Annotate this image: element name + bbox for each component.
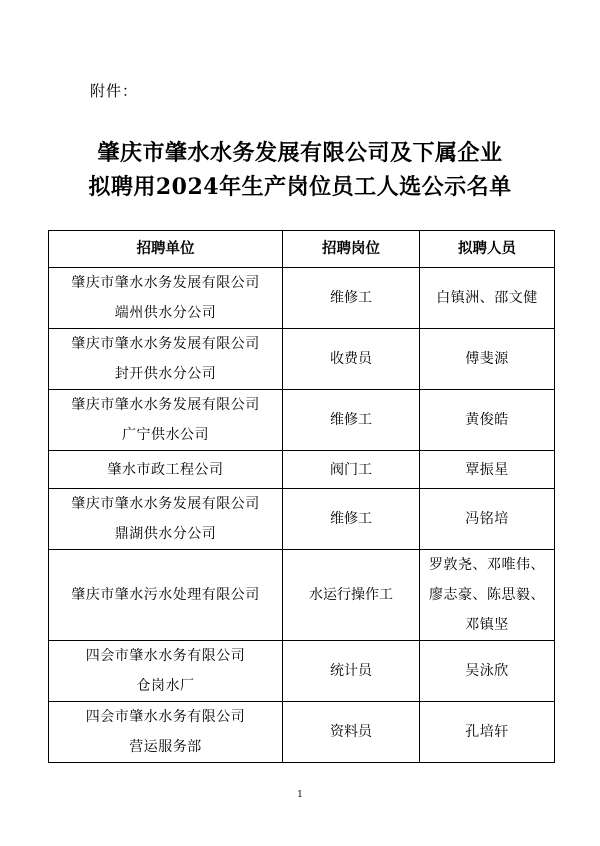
unit-line: 肇庆市肇水水务发展有限公司 bbox=[71, 275, 260, 291]
cell-position: 阀门工 bbox=[283, 451, 420, 489]
unit-line: 广宁供水公司 bbox=[122, 427, 209, 443]
unit-line: 肇庆市肇水污水处理有限公司 bbox=[71, 587, 260, 603]
person-line: 冯铭培 bbox=[465, 511, 509, 527]
unit-line: 营运服务部 bbox=[129, 739, 202, 755]
table-row bbox=[49, 702, 555, 763]
person-line: 孔培轩 bbox=[465, 724, 509, 740]
cell-persons bbox=[420, 329, 555, 390]
table-row bbox=[49, 268, 555, 329]
person-line: 廖志豪、陈思毅、 bbox=[429, 587, 545, 603]
cell-position: 资料员 bbox=[283, 702, 420, 763]
unit-line: 肇庆市肇水水务发展有限公司 bbox=[71, 496, 260, 512]
cell-position: 统计员 bbox=[283, 641, 420, 702]
table-row bbox=[49, 451, 555, 489]
table-header-row bbox=[49, 231, 555, 268]
cell-unit bbox=[49, 268, 283, 329]
cell-position: 收费员 bbox=[283, 329, 420, 390]
person-line: 覃振星 bbox=[465, 461, 509, 478]
cell-position: 维修工 bbox=[283, 489, 420, 550]
table-row bbox=[49, 641, 555, 702]
unit-line: 肇庆市肇水水务发展有限公司 bbox=[71, 397, 260, 413]
cell-unit bbox=[49, 550, 283, 641]
person-line: 傅斐源 bbox=[465, 351, 509, 367]
document-title-line-1: 肇庆市肇水水务发展有限公司及下属企业 bbox=[97, 140, 503, 166]
cell-unit bbox=[49, 702, 283, 763]
person-line: 吴泳欣 bbox=[465, 663, 509, 679]
table-row bbox=[49, 489, 555, 550]
header-recruiting-unit: 招聘单位 bbox=[49, 231, 283, 268]
unit-line: 肇水市政工程公司 bbox=[107, 461, 224, 478]
cell-persons bbox=[420, 550, 555, 641]
attachment-label: 附件： bbox=[90, 82, 139, 100]
table-row bbox=[49, 550, 555, 641]
unit-line: 仓岗水厂 bbox=[136, 678, 195, 694]
unit-line: 肇庆市肇水水务发展有限公司 bbox=[71, 336, 260, 352]
cell-persons bbox=[420, 489, 555, 550]
cell-position: 维修工 bbox=[283, 390, 420, 451]
cell-unit bbox=[49, 329, 283, 390]
cell-persons bbox=[420, 641, 555, 702]
cell-persons bbox=[420, 268, 555, 329]
cell-persons bbox=[420, 451, 555, 489]
header-recruiting-position: 招聘岗位 bbox=[283, 231, 420, 268]
header-proposed-hires: 拟聘人员 bbox=[420, 231, 555, 268]
table-row bbox=[49, 390, 555, 451]
cell-persons bbox=[420, 702, 555, 763]
cell-unit bbox=[49, 451, 283, 489]
person-line: 黄俊皓 bbox=[465, 412, 509, 428]
table-row bbox=[49, 329, 555, 390]
cell-position: 维修工 bbox=[283, 268, 420, 329]
cell-unit bbox=[49, 390, 283, 451]
unit-line: 端州供水分公司 bbox=[114, 305, 217, 321]
unit-line: 鼎湖供水分公司 bbox=[114, 526, 217, 542]
document-title-line-2: 拟聘用2024年生产岗位员工人选公示名单 bbox=[88, 174, 512, 200]
unit-line: 封开供水分公司 bbox=[114, 366, 217, 382]
candidate-table bbox=[48, 230, 555, 763]
person-line: 邓镇坚 bbox=[465, 617, 509, 633]
page-number: 1 bbox=[297, 790, 303, 800]
person-line: 罗敦尧、邓唯伟、 bbox=[429, 557, 545, 573]
unit-line: 四会市肇水水务有限公司 bbox=[85, 648, 246, 664]
cell-unit bbox=[49, 489, 283, 550]
cell-unit bbox=[49, 641, 283, 702]
cell-position: 水运行操作工 bbox=[283, 550, 420, 641]
person-line: 白镇洲、邵文健 bbox=[436, 290, 538, 306]
cell-persons bbox=[420, 390, 555, 451]
unit-line: 四会市肇水水务有限公司 bbox=[85, 709, 246, 725]
